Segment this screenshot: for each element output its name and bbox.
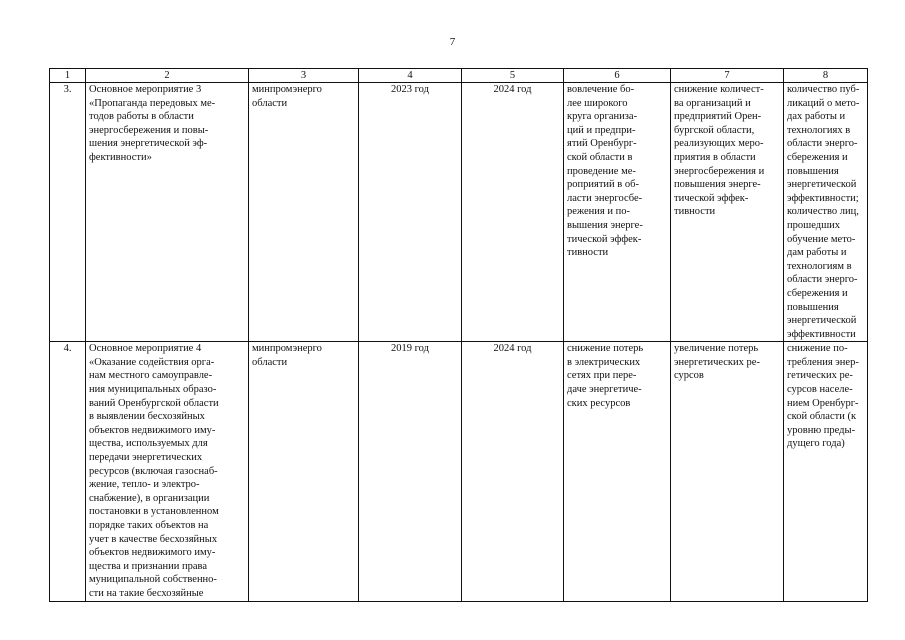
table-header-row bbox=[50, 69, 868, 83]
consequence-cell: снижение количест- ва организаций и предприятий Орен- бургской области, реализующих меро- приятия в области энергосбережения и повышения энерге- тической эффек- тивности bbox=[671, 83, 784, 342]
indicator-cell: снижение по- требления энер- гетических ре- сурсов населе- нием Оренбург- ской области (к уровню преды- дущего года) bbox=[784, 342, 868, 601]
executor-cell: минпромэнерго области bbox=[249, 342, 359, 601]
indicator-cell: количество пуб- ликаций о мето- дах работы и технологиях в области энерго- сбережения и повышения энергетической эффективности; количество лиц, прошедших обучение мето- дам работы и технологиям в области энерго- сбережения и повышения энергетической эффективности bbox=[784, 83, 868, 342]
column-header-6: 6 bbox=[564, 69, 671, 83]
activity-cell: Основное мероприятие 3 «Пропаганда передовых ме- тодов работы в области энергосбережения и повы- шения энергетической эф- фективности» bbox=[86, 83, 249, 342]
table-row bbox=[50, 83, 868, 342]
column-header-7: 7 bbox=[671, 69, 784, 83]
column-header-5: 5 bbox=[462, 69, 564, 83]
start-year-cell: 2023 год bbox=[359, 83, 462, 342]
column-header-8: 8 bbox=[784, 69, 868, 83]
consequence-cell: увеличение потерь энергетических ре- сурсов bbox=[671, 342, 784, 601]
start-year-cell: 2019 год bbox=[359, 342, 462, 601]
table-row bbox=[50, 342, 868, 601]
end-year-cell: 2024 год bbox=[462, 83, 564, 342]
column-header-4: 4 bbox=[359, 69, 462, 83]
row-number: 4. bbox=[50, 342, 86, 601]
activity-cell: Основное мероприятие 4 «Оказание содействия орга- нам местного самоуправле- ния муниципальных образо- ваний Оренбургской области в выявлении бесхозяйных объектов недвижимого иму- щества, используемых для передачи энергетических ресурсов (включая газоснаб- жение, тепло- и электро- снабжение), в организации постановки в установленном порядке таких объектов на учет в качестве бесхозяйных объектов недвижимого иму- щества и признании права муниципальной собственно- сти на такие бесхозяйные bbox=[86, 342, 249, 601]
row-number: 3. bbox=[50, 83, 86, 342]
column-header-1: 1 bbox=[50, 69, 86, 83]
end-year-cell: 2024 год bbox=[462, 342, 564, 601]
expected-result-cell: вовлечение бо- лее широкого круга организа- ций и предпри- ятий Оренбург- ской области в проведение ме- роприятий в об- ласти энергосбе- режения и по- вышения энерге- тической эффек- тивности bbox=[564, 83, 671, 342]
column-header-3: 3 bbox=[249, 69, 359, 83]
expected-result-cell: снижение потерь в электрических сетях при пере- даче энергетиче- ских ресурсов bbox=[564, 342, 671, 601]
activities-table bbox=[49, 68, 868, 602]
column-header-2: 2 bbox=[86, 69, 249, 83]
page-number: 7 bbox=[449, 36, 456, 48]
executor-cell: минпромэнерго области bbox=[249, 83, 359, 342]
